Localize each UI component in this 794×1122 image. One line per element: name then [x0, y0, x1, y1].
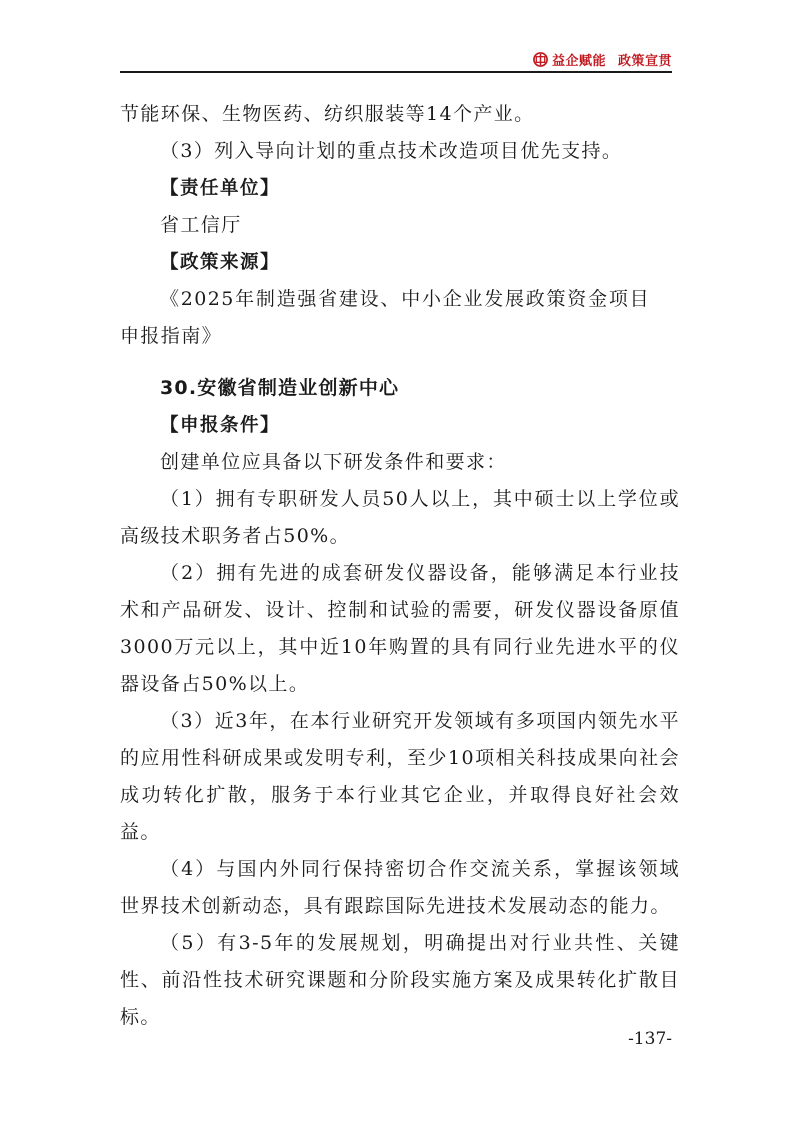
heading-policy-source: 【政策来源】 — [160, 252, 281, 273]
condition-item-1: （1）拥有专职研发人员50人以上，其中硕士以上学位或高级技术职务者占50%。 — [120, 488, 680, 547]
brand — [533, 50, 672, 69]
company-logo-icon — [533, 52, 548, 67]
brand-name: 益企赋能 — [551, 54, 606, 69]
policy-source: 《2025年制造强省建设、中小企业发展政策资金项目申报指南》 — [120, 288, 650, 347]
header-rule — [120, 71, 672, 73]
brand-slogan: 政策宣贯 — [617, 54, 672, 69]
heading-responsible-unit: 【责任单位】 — [160, 178, 281, 199]
document-body — [120, 96, 680, 1036]
responsible-unit: 省工信厅 — [160, 214, 242, 236]
paragraph-continuation: 节能环保、生物医药、纺织服装等14个产业。 — [120, 103, 535, 125]
condition-item-2: （2）拥有先进的成套研发仪器设备，能够满足本行业技术和产品研发、设计、控制和试验的需要，研发仪器设备原值3000万元以上，其中近10年购置的具有同行业先进水平的仪器设备占50%以上。 — [120, 562, 680, 695]
condition-item-4: （4）与国内外同行保持密切合作交流关系，掌握该领域世界技术创新动态，具有跟踪国际先进技术发展动态的能力。 — [120, 858, 680, 917]
section-title: 30.安徽省制造业创新中心 — [160, 377, 400, 399]
condition-item-3: （3）近3年，在本行业研究开发领域有多项国内领先水平的应用性科研成果或发明专利，至少10项相关科技成果向社会成功转化扩散，服务于本行业其它企业，并取得良好社会效益。 — [120, 710, 680, 843]
page-number: -137- — [628, 1029, 672, 1049]
heading-application-conditions: 【申报条件】 — [160, 415, 281, 436]
paragraph-item-3: （3）列入导向计划的重点技术改造项目优先支持。 — [160, 140, 623, 162]
page-header — [120, 46, 672, 74]
conditions-intro: 创建单位应具备以下研发条件和要求： — [160, 451, 507, 473]
condition-item-5: （5）有3-5年的发展规划，明确提出对行业共性、关键性、前沿性技术研究课题和分阶段实施方案及成果转化扩散目标。 — [120, 932, 680, 1028]
